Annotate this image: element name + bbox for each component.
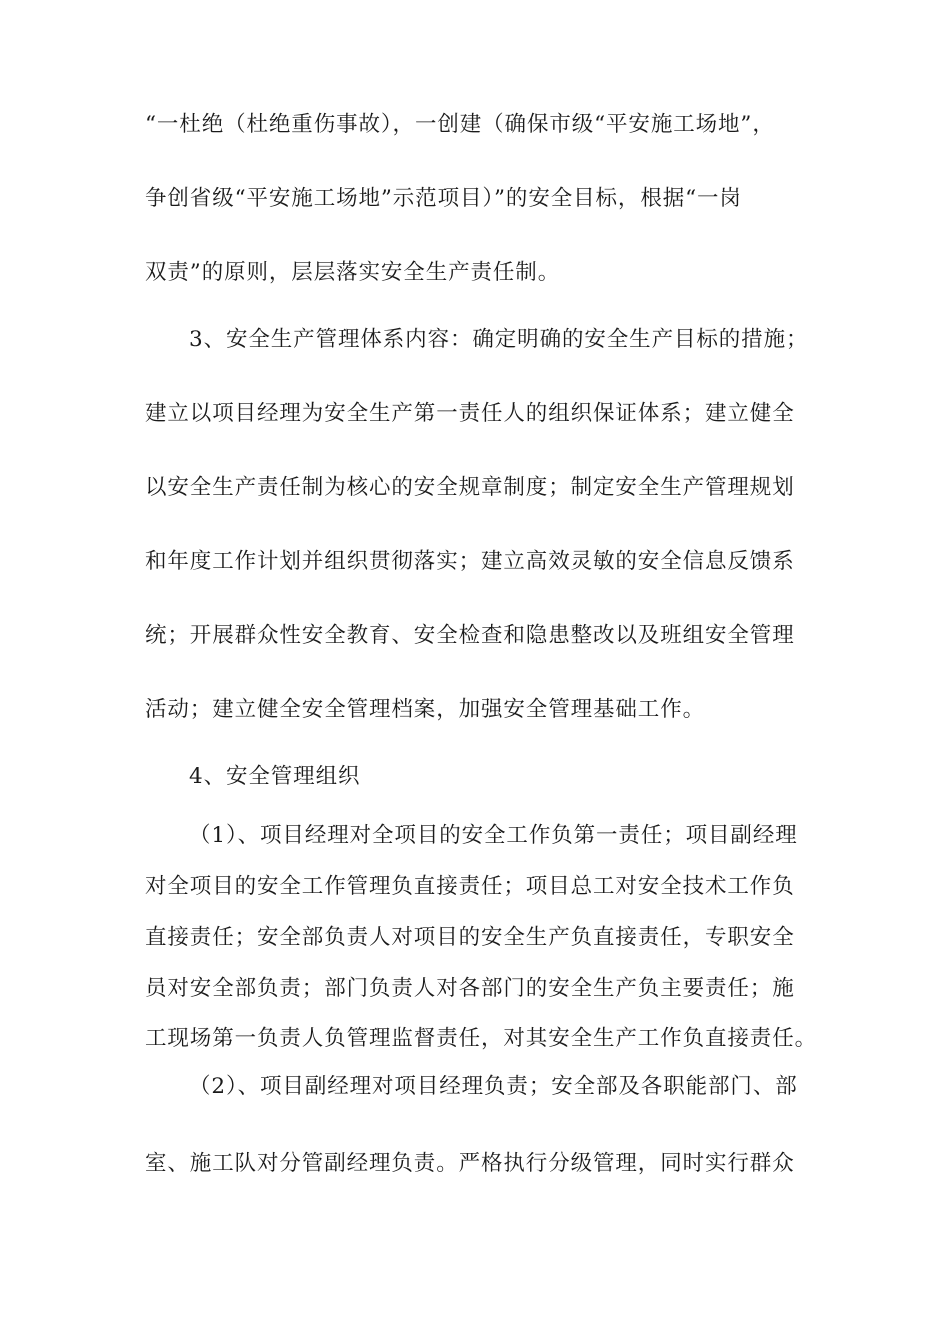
section-3-heading: 3、安全生产管理体系内容：确定明确的安全生产目标的措施；	[189, 327, 809, 352]
text-line: 争创省级“平安施工场地”示范项目）”的安全目标，根据“一岗	[145, 186, 742, 211]
text-line: 员对安全部负责；部门负责人对各部门的安全生产负主要责任；施	[145, 976, 795, 1001]
text-line: 统；开展群众性安全教育、安全检查和隐患整改以及班组安全管理	[145, 623, 795, 648]
text-line: 活动；建立健全安全管理档案，加强安全管理基础工作。	[145, 697, 706, 722]
text-line: 建立以项目经理为安全生产第一责任人的组织保证体系；建立健全	[145, 401, 795, 426]
item-1-line: （1）、项目经理对全项目的安全工作负第一责任；项目副经理	[189, 823, 798, 848]
text-line: 室、施工队对分管副经理负责。严格执行分级管理，同时实行群众	[145, 1151, 795, 1176]
text-line: 工现场第一负责人负管理监督责任，对其安全生产工作负直接责任。	[145, 1026, 818, 1051]
text-line: 和年度工作计划并组织贯彻落实；建立高效灵敏的安全信息反馈系	[145, 549, 795, 574]
text-line: “一杜绝（杜绝重伤事故），一创建（确保市级“平安施工场地”，	[145, 112, 775, 137]
text-line: 直接责任；安全部负责人对项目的安全生产负直接责任，专职安全	[145, 925, 795, 950]
section-4-heading: 4、安全管理组织	[189, 764, 361, 789]
text-line: 双责”的原则，层层落实安全生产责任制。	[145, 260, 561, 285]
text-line: 对全项目的安全工作管理负直接责任；项目总工对安全技术工作负	[145, 874, 795, 899]
item-2-line: （2）、项目副经理对项目经理负责；安全部及各职能部门、部	[189, 1074, 798, 1099]
text-line: 以安全生产责任制为核心的安全规章制度；制定安全生产管理规划	[145, 475, 795, 500]
